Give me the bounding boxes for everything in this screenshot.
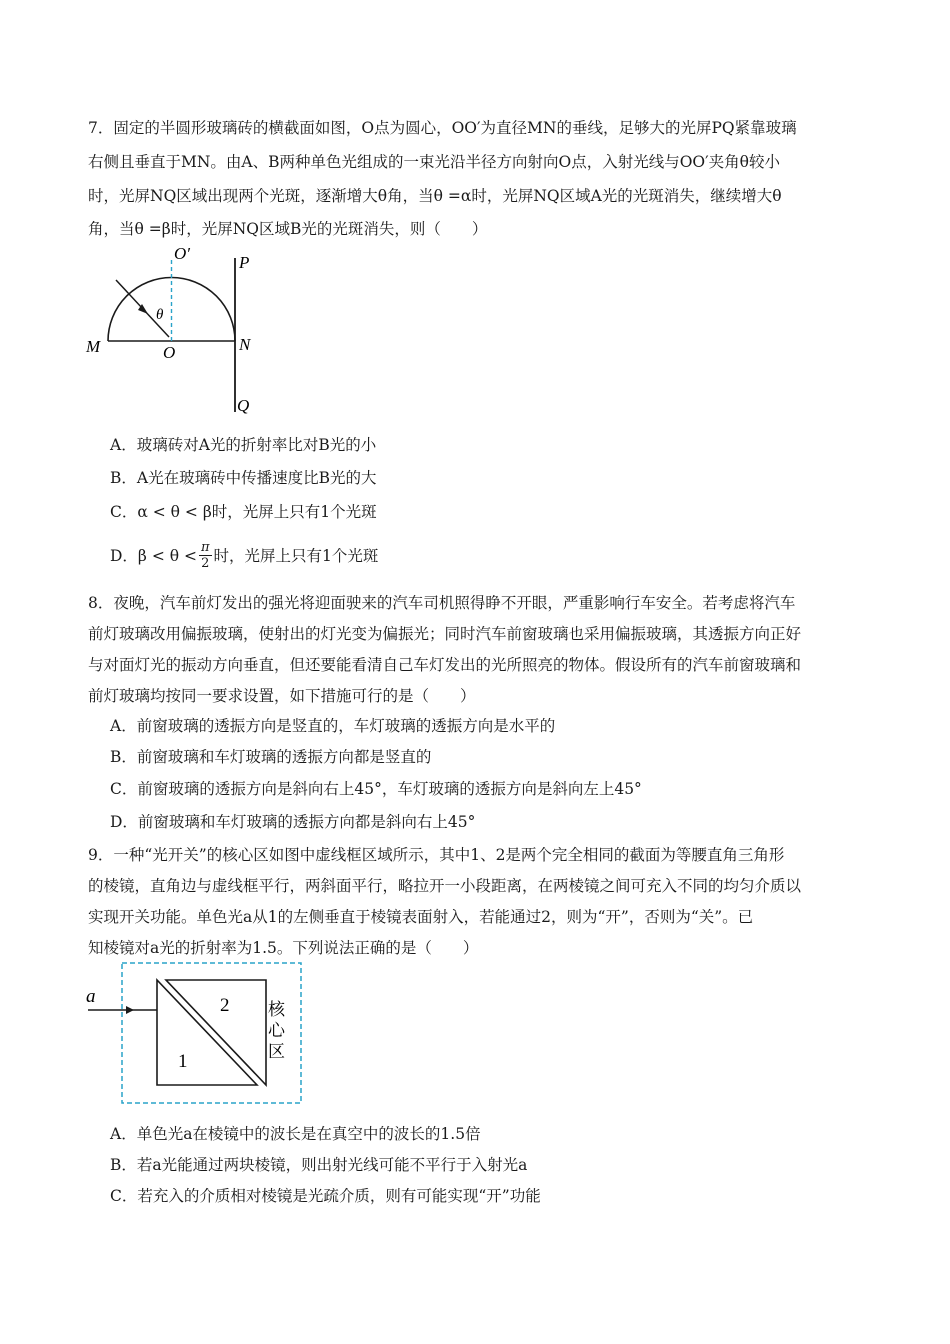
q9-line-3: 实现开关功能。单色光a从1的左侧垂直于棱镜表面射入，若能通过2，则为“开”，否则为“关”。已 [88,908,754,926]
label-o: O [163,343,176,362]
ray-arrow-icon [126,1006,134,1014]
q7-line-2: 右侧且垂直于MN。由A、B两种单色光组成的一束光沿半径方向射向O点，入射光线与OO′夹角θ较小 [88,153,780,171]
q8-line-1: 8．夜晚，汽车前灯发出的强光将迎面驶来的汽车司机照得睁不开眼，严重影响行车安全。若考虑将汽车 [88,594,796,612]
label-a: a [86,986,96,1007]
q7-option-a[interactable]: A．玻璃砖对A光的折射率比对B光的小 [110,436,377,454]
label-core-1: 核 [268,1000,285,1019]
q8-option-c[interactable]: C．前窗玻璃的透振方向是斜向右上45°，车灯玻璃的透振方向是斜向左上45° [110,780,642,798]
q7-line-4: 角，当θ =β时，光屏NQ区域B光的光斑消失，则（ ） [88,220,488,238]
label-m: M [86,337,101,356]
q9-line-4: 知棱镜对a光的折射率为1.5。下列说法正确的是（ ） [88,939,479,957]
q9-option-c[interactable]: C．若充入的介质相对棱镜是光疏介质，则有可能实现“开”功能 [110,1187,541,1205]
q7-option-c[interactable]: C．α < θ < β时，光屏上只有1个光斑 [110,503,377,521]
label-prism-1: 1 [178,1051,188,1072]
label-prism-2: 2 [220,995,230,1016]
q7-option-d-suffix: 时，光屏上只有1个光斑 [213,546,379,565]
fraction-numerator: π [200,540,210,555]
label-p: P [239,253,250,272]
q7-semicircle-figure [80,240,280,420]
label-n: N [239,335,251,354]
label-core-2: 心 [268,1021,285,1040]
q7-line-3: 时，光屏NQ区域出现两个光斑，逐渐增大θ角，当θ =α时，光屏NQ区域A光的光斑消失，继续增大θ [88,187,782,205]
q7-option-b[interactable]: B．A光在玻璃砖中传播速度比B光的大 [110,469,377,487]
q9-prism-figure [80,958,310,1108]
label-core-3: 区 [268,1042,285,1061]
q7-line-1: 7．固定的半圆形玻璃砖的横截面如图，O点为圆心，OO′为直径MN的垂线，足够大的光屏PQ紧靠玻璃 [88,119,797,137]
prism-1 [157,980,257,1085]
label-q: Q [237,396,250,415]
q8-line-3: 与对面灯光的振动方向垂直，但还要能看清自己车灯发出的光所照亮的物体。假设所有的汽车前窗玻璃和 [88,656,802,674]
q8-line-2: 前灯玻璃改用偏振玻璃，使射出的灯光变为偏振光；同时汽车前窗玻璃也采用偏振玻璃，其透振方向正好 [88,625,802,643]
label-theta: θ [156,307,164,323]
fraction-denominator: 2 [201,556,210,571]
q9-option-b[interactable]: B．若a光能通过两块棱镜，则出射光线可能不平行于入射光a [110,1156,528,1174]
q8-option-a[interactable]: A．前窗玻璃的透振方向是竖直的，车灯玻璃的透振方向是水平的 [110,717,556,735]
q7-option-d-prefix: D．β < θ < [110,546,197,565]
q8-line-4: 前灯玻璃均按同一要求设置，如下措施可行的是（ ） [88,687,476,705]
q9-option-a[interactable]: A．单色光a在棱镜中的波长是在真空中的波长的1.5倍 [110,1125,481,1143]
q7-option-d[interactable] [110,540,378,571]
q8-option-d[interactable]: D．前窗玻璃和车灯玻璃的透振方向都是斜向右上45° [110,813,476,831]
q8-option-b[interactable]: B．前窗玻璃和车灯玻璃的透振方向都是竖直的 [110,748,432,766]
label-o-prime: O′ [174,244,190,263]
pi-over-2-fraction [199,540,212,571]
q9-line-2: 的棱镜，直角边与虚线框平行，两斜面平行，略拉开一小段距离，在两棱镜之间可充入不同的均匀介质以 [88,877,802,895]
q9-line-1: 9．一种“光开关”的核心区如图中虚线框区域所示，其中1、2是两个完全相同的截面为等腰直角三角形 [88,846,785,864]
